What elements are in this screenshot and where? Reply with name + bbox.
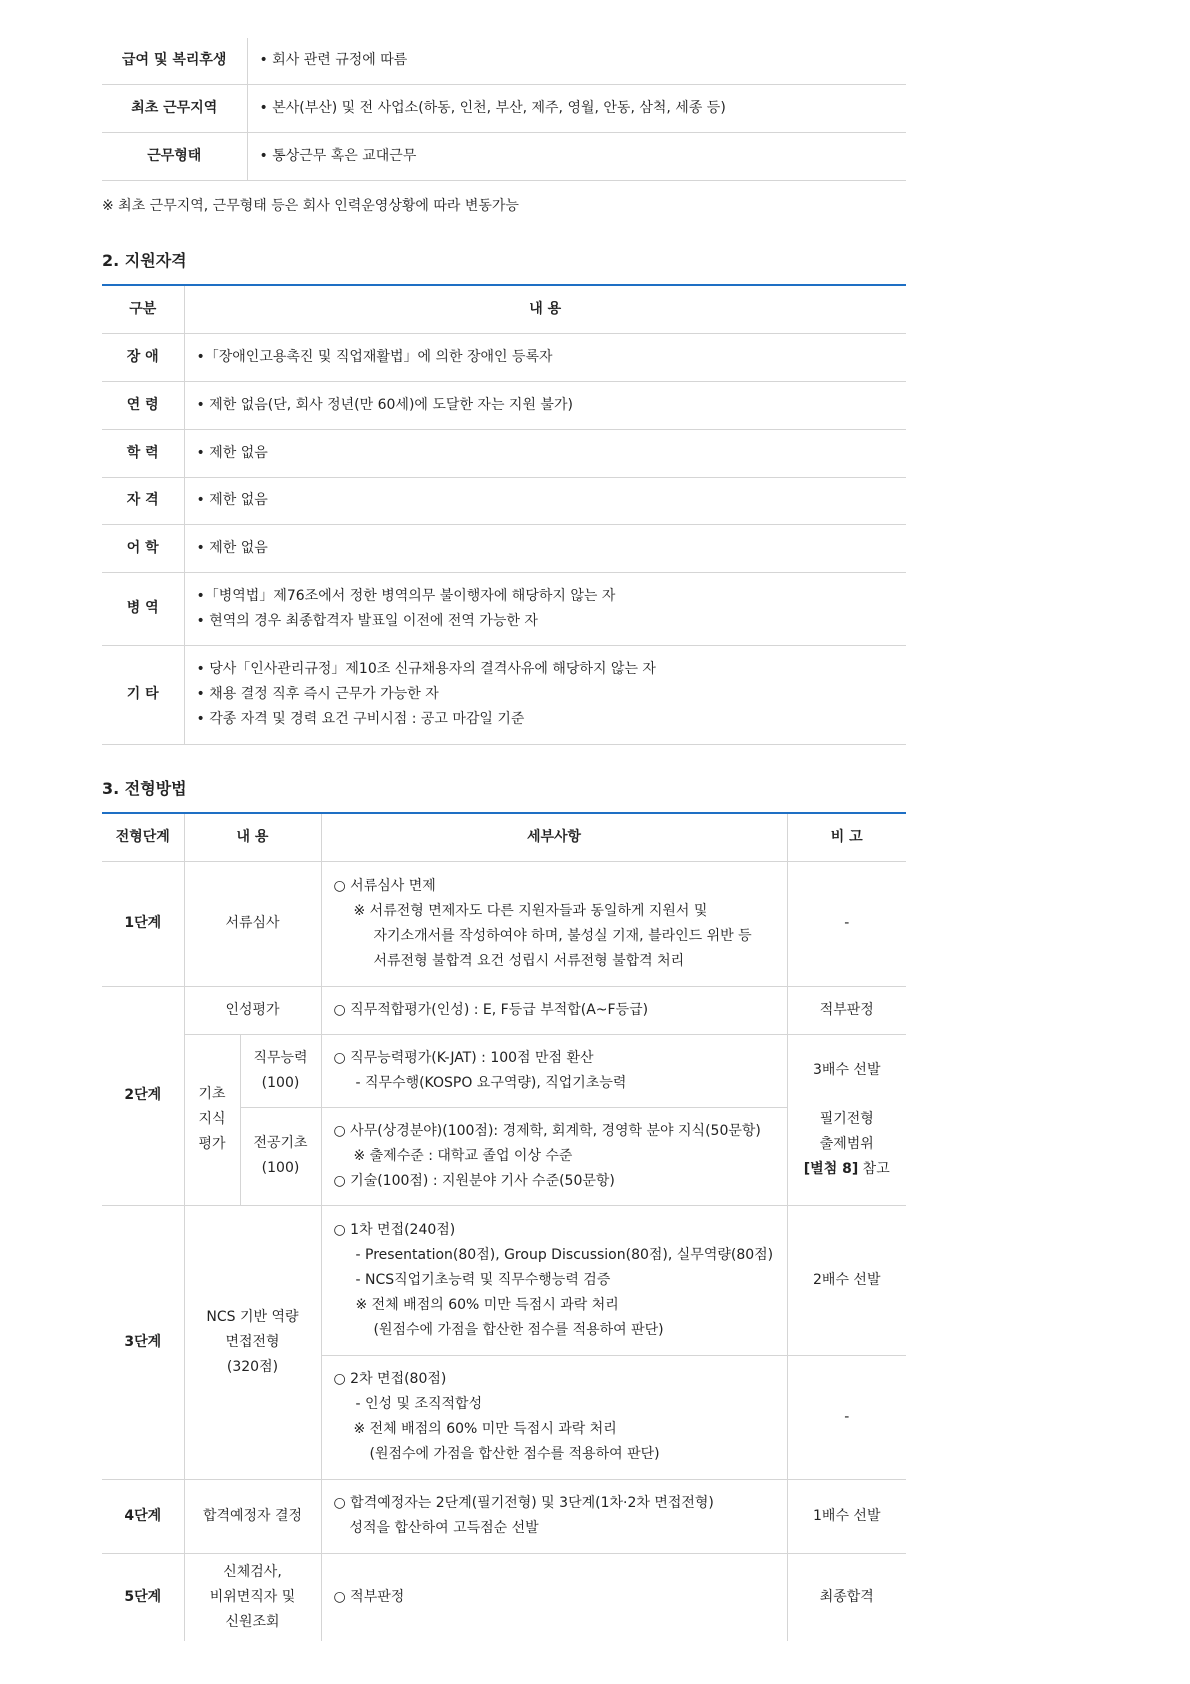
label-line: 평가: [198, 1136, 226, 1152]
detail-line: - NCS직업기초능력 및 직무수행능력 검증: [355, 1271, 611, 1288]
detail-line: ※ 출제수준 : 대학교 졸업 이상 수준: [353, 1147, 573, 1164]
table-row-stage1: [102, 861, 906, 986]
row-label: 최초 근무지역: [102, 84, 247, 132]
detail-line: - Presentation(80점), Group Discussion(80점), 실무역량(80점): [355, 1246, 774, 1263]
detail-line: ○ 2차 면접(80점): [333, 1371, 447, 1387]
row-label: 기 타: [102, 645, 184, 744]
stage-label: 1단계: [102, 861, 184, 986]
sub-score: (100): [261, 1160, 300, 1176]
row-value: •「장애인고용촉진 및 직업재활법」에 의한 장애인 등록자: [184, 333, 906, 381]
table-row: [102, 84, 906, 132]
content-line: (320점): [226, 1358, 279, 1375]
detail-line: (원점수에 가점을 합산한 점수를 적용하여 판단): [369, 1446, 660, 1462]
stage-content: 인성평가: [184, 986, 321, 1034]
label-line: 기초: [198, 1086, 226, 1102]
table-row: [102, 132, 906, 180]
header-stage: 전형단계: [102, 813, 184, 861]
detail-line: ※ 서류전형 면제자도 다른 지원자들과 동일하게 지원서 및: [353, 902, 708, 919]
employment-conditions-block: [102, 38, 906, 215]
row-label: 어 학: [102, 524, 184, 572]
table-row-stage4: [102, 1479, 906, 1553]
conditions-note: ※ 최초 근무지역, 근무형태 등은 회사 인력운영상황에 따라 변동가능: [102, 197, 519, 214]
stage-content: 서류심사: [184, 861, 321, 986]
header-category: 구분: [102, 285, 184, 333]
row-value: • 본사(부산) 및 전 사업소(하동, 인천, 부산, 제주, 영월, 안동, 삼척, 세종 등): [247, 84, 906, 132]
header-content: 내 용: [184, 813, 321, 861]
detail-line: ○ 기술(100점) : 지원분야 기사 수준(50문항): [333, 1172, 615, 1189]
row-label: 급여 및 복리후생: [102, 38, 247, 84]
table-row-stage2-job: [102, 1034, 906, 1107]
stage-detail: ○ 직무적합평가(인성) : E, F등급 부적합(A~F등급): [321, 986, 787, 1034]
row-label: 장 애: [102, 333, 184, 381]
row-value: • 통상근무 혹은 교대근무: [247, 132, 906, 180]
table-header-row: [102, 813, 906, 861]
table-row: [102, 477, 906, 524]
stage-remark: -: [787, 1355, 906, 1479]
stage-content: [184, 1205, 321, 1479]
detail-line: ○ 서류심사 면제: [333, 877, 436, 894]
value-line: • 각종 자격 및 경력 요건 구비시점 : 공고 마감일 기준: [196, 711, 525, 727]
table-row: [102, 381, 906, 429]
stage-label: 3단계: [102, 1205, 184, 1479]
employment-conditions-table: [102, 38, 906, 181]
header-content: 내 용: [184, 285, 906, 333]
row-label: 자 격: [102, 477, 184, 524]
stage-remark: 2배수 선발: [787, 1205, 906, 1355]
stage-content: 합격예정자 결정: [184, 1479, 321, 1553]
stage-label: 2단계: [102, 986, 184, 1205]
selection-table: [102, 812, 906, 1641]
table-row-stage5: [102, 1553, 906, 1641]
table-row: [102, 572, 906, 645]
detail-line: (원점수에 가점을 합산한 점수를 적용하여 판단): [373, 1321, 664, 1338]
detail-line: - 직무수행(KOSPO 요구역량), 직업기초능력: [355, 1074, 627, 1091]
detail-line: ○ 직무능력평가(K-JAT) : 100점 만점 환산: [333, 1049, 594, 1066]
sub-score: (100): [261, 1074, 300, 1091]
stage-detail: [321, 1205, 787, 1355]
remark-line: [789, 1157, 906, 1182]
qualifications-table: [102, 284, 906, 745]
detail-line: ○ 1차 면접(240점): [333, 1221, 456, 1238]
stage-remark: 적부판정: [787, 986, 906, 1034]
sub-name: 전공기초: [253, 1135, 308, 1151]
stage-content: [184, 1553, 321, 1641]
table-header-row: [102, 285, 906, 333]
detail-line: ○ 사무(상경분야)(100점): 경제학, 회계학, 경영학 분야 지식(50문항): [333, 1122, 761, 1139]
label-line: 지식: [198, 1111, 226, 1127]
value-line: •「병역법」제76조에서 정한 병역의무 불이행자에 해당하지 않는 자: [196, 587, 616, 604]
value-line: • 당사「인사관리규정」제10조 신규채용자의 결격사유에 해당하지 않는 자: [196, 661, 656, 677]
remark-line: 필기전형: [819, 1110, 874, 1127]
sub-category-major: [240, 1107, 321, 1205]
stage-detail: [321, 1034, 787, 1107]
row-value: • 제한 없음: [184, 477, 906, 524]
stage-detail: [321, 1479, 787, 1553]
detail-line: ○ 합격예정자는 2단계(필기전형) 및 3단계(1차·2차 면접전형): [333, 1495, 714, 1511]
detail-line: ※ 전체 배점의 60% 미만 득점시 과락 처리: [355, 1296, 619, 1313]
stage-detail: [321, 1355, 787, 1479]
table-row: [102, 429, 906, 477]
stage-detail: [321, 861, 787, 986]
header-detail: 세부사항: [321, 813, 787, 861]
remark-text: 참고: [858, 1160, 890, 1177]
content-line: 면접전형: [225, 1333, 280, 1350]
row-label: 병 역: [102, 572, 184, 645]
selection-block: [102, 812, 906, 1641]
stage-detail: ○ 적부판정: [321, 1553, 787, 1641]
row-value: [184, 645, 906, 744]
table-row: [102, 333, 906, 381]
content-line: 신체검사,: [223, 1563, 282, 1580]
sub-category-job: [240, 1034, 321, 1107]
row-label: 연 령: [102, 381, 184, 429]
detail-line: - 인성 및 조직적합성: [355, 1396, 483, 1412]
stage-detail: [321, 1107, 787, 1205]
row-value: • 제한 없음(단, 회사 정년(만 60세)에 도달한 자는 지원 불가): [184, 381, 906, 429]
value-line: • 현역의 경우 최종합격자 발표일 이전에 전역 가능한 자: [196, 612, 538, 629]
detail-line: 자기소개서를 작성하여야 하며, 불성실 기재, 블라인드 위반 등: [373, 927, 752, 944]
qualifications-block: [102, 284, 906, 745]
content-line: NCS 기반 역량: [206, 1308, 299, 1325]
content-line: 비위면직자 및: [209, 1588, 296, 1605]
value-line: • 채용 결정 직후 즉시 근무가 가능한 자: [196, 686, 439, 702]
row-value: • 회사 관련 규정에 따름: [247, 38, 906, 84]
table-row: [102, 645, 906, 744]
stage-remark: 최종합격: [819, 1588, 874, 1605]
table-row: [102, 524, 906, 572]
row-label: 근무형태: [102, 132, 247, 180]
section-title-qualifications: 2. 지원자격: [102, 251, 187, 270]
row-value: [184, 572, 906, 645]
remark-line: 출제범위: [819, 1135, 874, 1152]
row-value: • 제한 없음: [184, 524, 906, 572]
stage-label: 5단계: [102, 1553, 184, 1641]
stage-remark: [787, 1034, 906, 1205]
basic-knowledge-label: [184, 1034, 240, 1205]
section-title-selection: 3. 전형방법: [102, 779, 187, 798]
appendix-ref: [별첨 8]: [803, 1160, 859, 1177]
content-line: 신원조회: [225, 1613, 280, 1630]
table-row-stage3-first: [102, 1205, 906, 1355]
remark-spacer: [789, 1083, 906, 1107]
sub-name: 직무능력: [253, 1049, 308, 1066]
stage-remark: 1배수 선발: [787, 1479, 906, 1553]
stage-remark: -: [787, 861, 906, 986]
header-remark: 비 고: [787, 813, 906, 861]
detail-line: ※ 전체 배점의 60% 미만 득점시 과락 처리: [353, 1421, 617, 1437]
remark-line: 3배수 선발: [813, 1061, 881, 1078]
row-label: 학 력: [102, 429, 184, 477]
table-row-stage2-personality: [102, 986, 906, 1034]
stage-label: 4단계: [102, 1479, 184, 1553]
detail-line: 서류전형 불합격 요건 성립시 서류전형 불합격 처리: [373, 952, 685, 969]
row-value: • 제한 없음: [184, 429, 906, 477]
table-row: [102, 38, 906, 84]
detail-line: 성적을 합산하여 고득점순 선발: [349, 1520, 539, 1536]
